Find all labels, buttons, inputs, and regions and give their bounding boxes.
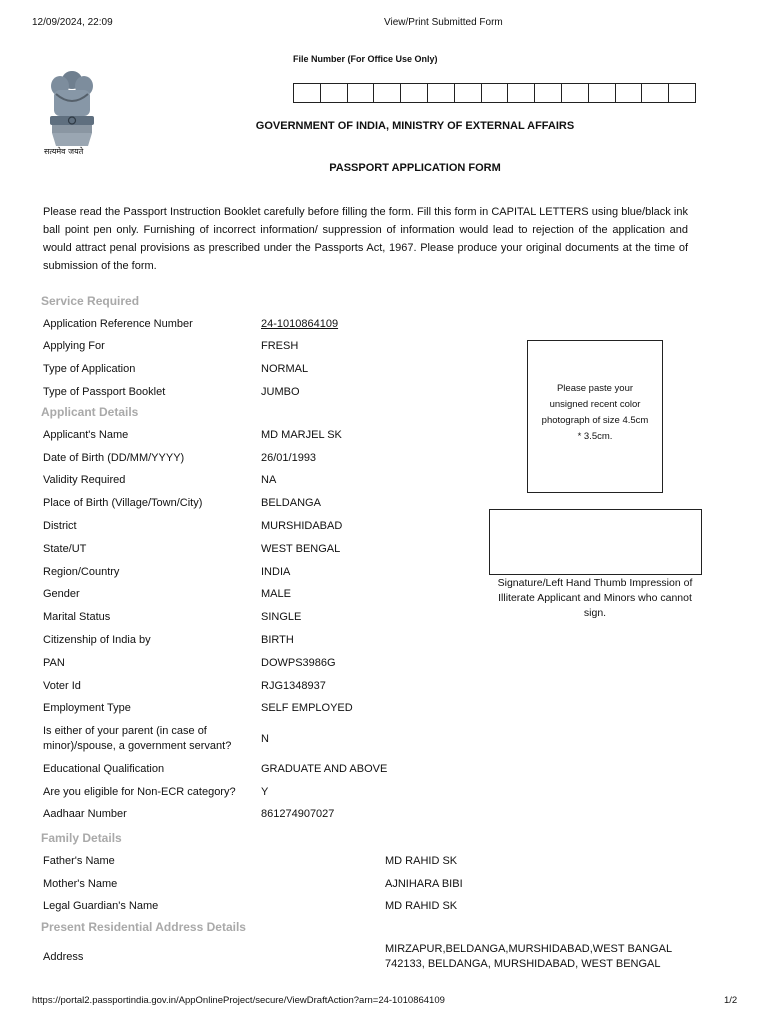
field-value: DOWPS3986G — [261, 657, 336, 669]
print-datetime: 12/09/2024, 22:09 — [32, 17, 113, 28]
field-label: Mother's Name — [43, 878, 118, 890]
section-heading-service-required: Service Required — [41, 294, 140, 308]
address-line-1: MIRZAPUR,BELDANGA,MURSHIDABAD,WEST BANGAL — [385, 943, 673, 955]
national-emblem-icon — [40, 64, 104, 160]
file-number-cell — [401, 84, 428, 102]
field-label: minor)/spouse, a government servant? — [43, 740, 232, 752]
field-label: Address — [43, 951, 84, 963]
field-value: RJG1348937 — [261, 680, 326, 692]
field-value: NA — [261, 474, 277, 486]
field-label: PAN — [43, 657, 65, 669]
section-heading-applicant-details: Applicant Details — [41, 405, 139, 419]
file-number-cell — [535, 84, 562, 102]
address-line-2: 742133, BELDANGA, MURSHIDABAD, WEST BENGAL — [385, 958, 661, 970]
file-number-cell — [455, 84, 482, 102]
field-label: Marital Status — [43, 611, 111, 623]
print-footer-url: https://portal2.passportindia.gov.in/AppOnlineProject/secure/ViewDraftAction?arn=24-1010864109 — [32, 995, 445, 1006]
file-number-boxes — [293, 83, 696, 103]
application-reference-number: 24-1010864109 — [261, 318, 339, 330]
field-label: Citizenship of India by — [43, 634, 151, 646]
field-value: MURSHIDABAD — [261, 520, 343, 532]
file-number-cell — [589, 84, 616, 102]
file-number-cell — [482, 84, 509, 102]
field-label: Legal Guardian's Name — [43, 900, 159, 912]
field-label: Is either of your parent (in case of — [43, 725, 207, 737]
file-number-cell — [428, 84, 455, 102]
field-label: Type of Passport Booklet — [43, 386, 166, 398]
field-value: MD MARJEL SK — [261, 429, 342, 441]
field-label: Region/Country — [43, 566, 120, 578]
field-label: Place of Birth (Village/Town/City) — [43, 497, 203, 509]
field-label: Applying For — [43, 340, 105, 352]
field-value: NORMAL — [261, 363, 309, 375]
field-value: WEST BENGAL — [261, 543, 341, 555]
emblem-motto: सत्यमेव जयते — [44, 147, 84, 156]
file-number-cell — [562, 84, 589, 102]
field-label: Voter Id — [43, 680, 81, 692]
field-label: State/UT — [43, 543, 87, 555]
field-value: MALE — [261, 588, 291, 600]
field-value: Y — [261, 786, 269, 798]
instructions-paragraph: Please read the Passport Instruction Booklet carefully before filling the form. Fill this form in CAPITAL LETTERS using blue/black ink ball point pen only. Furnishing of incorrect information/ suppression of information would lead to rejection of the application and would attract penal provisions as prescribed under the Passports Act, 1967. Please produce your original documents at the time of submission of the form. — [43, 206, 688, 272]
print-page-title: View/Print Submitted Form — [384, 17, 503, 28]
field-value: AJNIHARA BIBI — [385, 878, 463, 890]
file-number-cell — [374, 84, 401, 102]
field-label: Gender — [43, 588, 80, 600]
field-value: JUMBO — [261, 386, 300, 398]
section-heading-family-details: Family Details — [41, 831, 122, 845]
file-number-cell — [294, 84, 321, 102]
file-number-cell — [616, 84, 643, 102]
field-label: Date of Birth (DD/MM/YYYY) — [43, 452, 185, 464]
field-label: Father's Name — [43, 855, 115, 867]
form-title: PASSPORT APPLICATION FORM — [329, 162, 501, 174]
print-page-number: 1/2 — [724, 995, 738, 1006]
field-value: INDIA — [261, 566, 291, 578]
file-number-cell — [508, 84, 535, 102]
signature-box — [489, 509, 702, 575]
section-heading-present-address: Present Residential Address Details — [41, 920, 246, 934]
field-label: District — [43, 520, 77, 532]
field-label: Are you eligible for Non-ECR category? — [43, 786, 236, 798]
field-value: GRADUATE AND ABOVE — [261, 763, 388, 775]
field-value: MD RAHID SK — [385, 900, 458, 912]
government-heading: GOVERNMENT OF INDIA, MINISTRY OF EXTERNAL AFFAIRS — [255, 120, 575, 132]
field-label: Application Reference Number — [43, 318, 193, 330]
field-value: FRESH — [261, 340, 299, 352]
field-label: Aadhaar Number — [43, 808, 127, 820]
signature-box-text: Signature/Left Hand Thumb Impression of Illiterate Applicant and Minors who cannot sign. — [497, 577, 693, 619]
field-label: Employment Type — [43, 702, 131, 714]
field-value: BIRTH — [261, 634, 294, 646]
field-label: Educational Qualification — [43, 763, 165, 775]
field-value: MD RAHID SK — [385, 855, 458, 867]
field-value: 861274907027 — [261, 808, 335, 820]
file-number-label: File Number (For Office Use Only) — [293, 54, 438, 64]
field-label: Applicant's Name — [43, 429, 129, 441]
field-value: 26/01/1993 — [261, 452, 317, 464]
field-value: N — [261, 733, 269, 745]
file-number-cell — [348, 84, 375, 102]
field-label: Validity Required — [43, 474, 126, 486]
field-value: BELDANGA — [261, 497, 321, 509]
photo-box-text: Please paste your unsigned recent color photograph of size 4.5cm * 3.5cm. — [541, 383, 649, 442]
file-number-cell — [642, 84, 669, 102]
file-number-cell — [321, 84, 348, 102]
field-value: SELF EMPLOYED — [261, 702, 353, 714]
field-value: SINGLE — [261, 611, 302, 623]
field-label: Type of Application — [43, 363, 136, 375]
file-number-cell — [669, 84, 695, 102]
